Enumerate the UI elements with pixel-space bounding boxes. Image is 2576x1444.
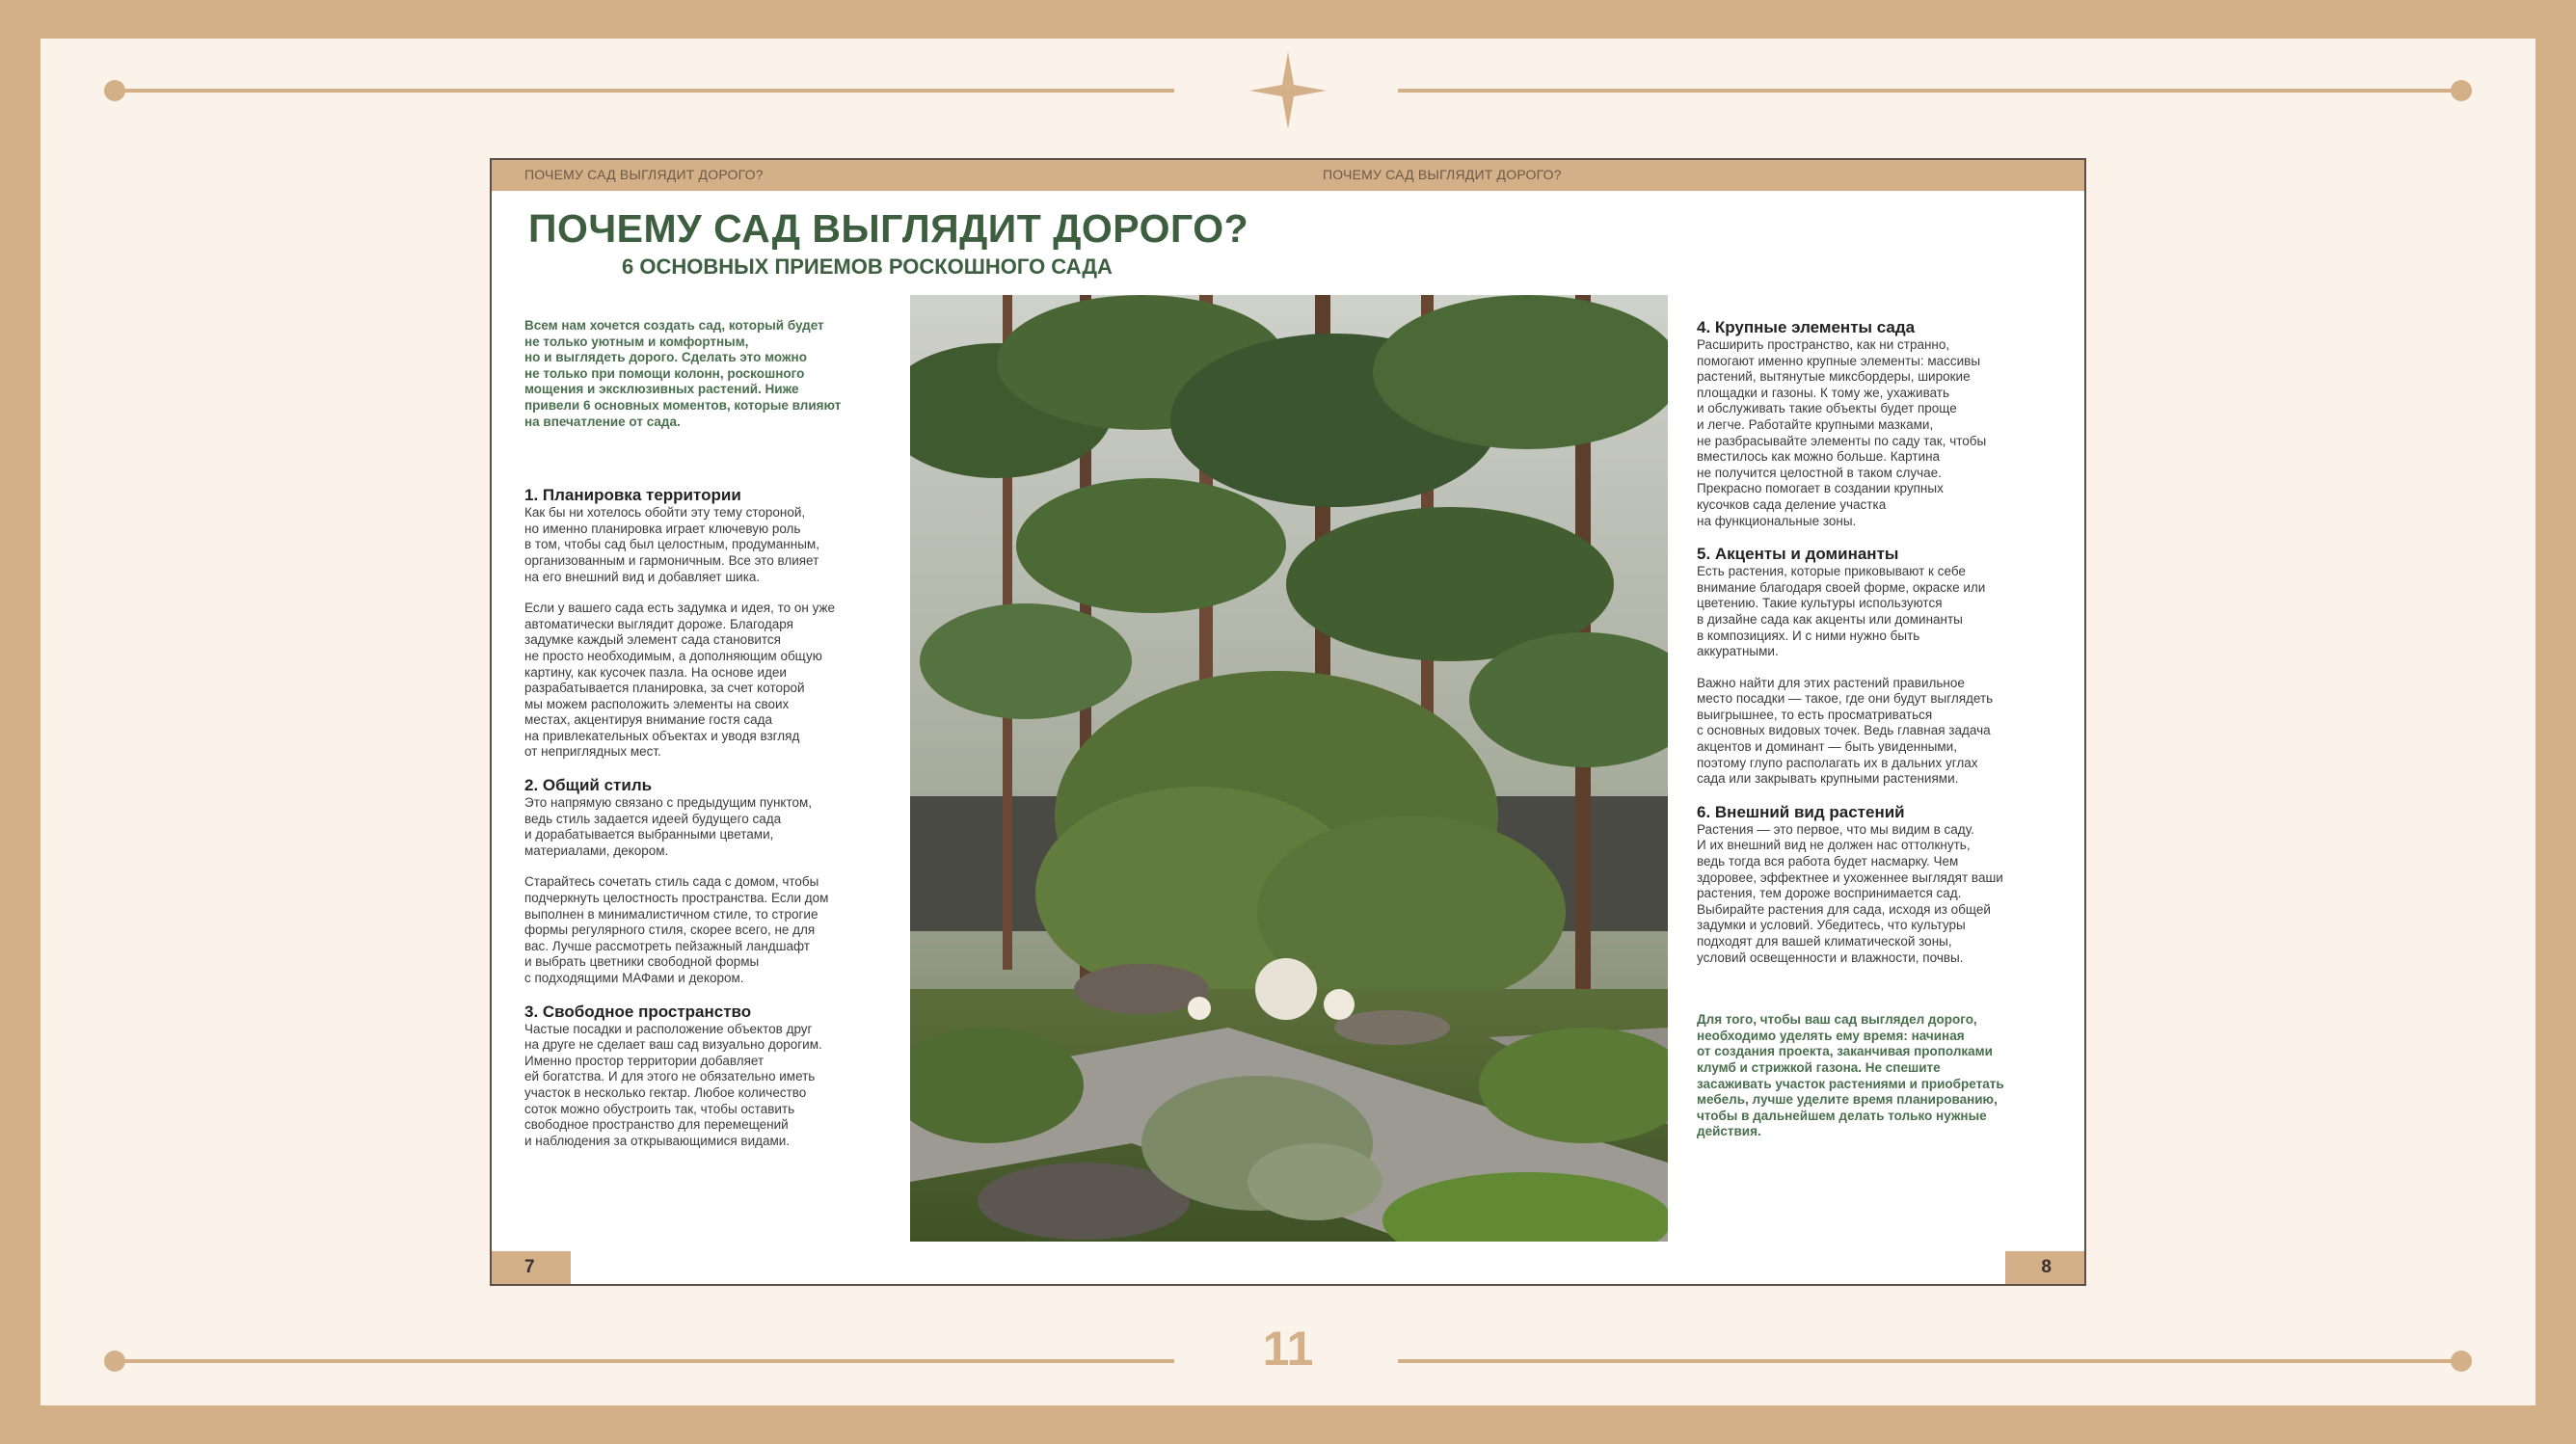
section-heading-1: 1. Планировка территории <box>524 486 741 505</box>
page-number-left: 7 <box>492 1251 571 1284</box>
top-left-dot <box>104 80 125 101</box>
magazine-spread <box>490 158 2086 1286</box>
section-3-paragraph-1: Частые посадки и расположение объектов друг на друге не сделает ваш сад визуально дорогим. Именно простор территории добавляет ей богатства. И для этого не обязательно иметь участок в несколько гектар. Любое количество соток можно обустроить так, чтобы оставить свободное пространство для перемещений и наблюдения за открывающимися видами. <box>524 1021 822 1148</box>
bottom-left-dot <box>104 1350 125 1372</box>
section-heading-2: 2. Общий стиль <box>524 776 653 795</box>
section-4-paragraph-1: Расширить пространство, как ни странно, помогают именно крупные элементы: массивы растений, вытянутые миксбордеры, широкие площадки и газоны. К тому же, ухаживать и обслуживать такие объекты будет проще и легче. Работайте крупными мазками, не разбрасывайте элементы по саду так, чтобы вместилось как можно больше. Картина не получится целостной в таком случае. Прекрасно помогает в создании крупных кусочков сада деление участка на функциональные зоны. <box>1697 337 1987 528</box>
page-title: ПОЧЕМУ САД ВЫГЛЯДИТ ДОРОГО? <box>528 206 1249 251</box>
section-2-paragraph-2: Старайтесь сочетать стиль сада с домом, чтобы подчеркнуть целостность пространства. Если дом выполнен в минималистичном стиле, то строгие формы регулярного стиля, скорее всего, не для вас. Лучше рассмотреть пейзажный ландшафт и выбрать цветники свободной формы с подходящими МАФами и декором. <box>524 874 829 985</box>
section-heading-3: 3. Свободное пространство <box>524 1002 752 1021</box>
running-header-left: ПОЧЕМУ САД ВЫГЛЯДИТ ДОРОГО? <box>524 167 764 182</box>
section-heading-6: 6. Внешний вид растений <box>1697 802 1905 821</box>
top-ornament-line-right <box>1398 89 2462 93</box>
intro-paragraph: Всем нам хочется создать сад, который будет не только уютным и комфортным, но и выглядеть дорого. Сделать это можно не только при помощи колонн, роскошного мощения и эксклюзивных растений. Ниже привели 6 основных моментов, которые влияют на впечатление от сада. <box>524 318 842 429</box>
section-heading-4: 4. Крупные элементы сада <box>1697 318 1916 336</box>
running-header-bar <box>492 160 2084 191</box>
running-header-right: ПОЧЕМУ САД ВЫГЛЯДИТ ДОРОГО? <box>1323 167 1562 182</box>
garden-photo <box>910 295 1668 1242</box>
page-number-right: 8 <box>2005 1251 2084 1284</box>
section-1-paragraph-1: Как бы ни хотелось обойти эту тему стороной, но именно планировка играет ключевую роль в том, чтобы сад был целостным, продуманным, организованным и гармоничным. Все это влияет на его внешний вид и добавляет шика. <box>524 505 819 584</box>
page-subtitle: 6 ОСНОВНЫХ ПРИЕМОВ РОСКОШНОГО САДА <box>622 254 1113 279</box>
slide-number: 11 <box>1262 1322 1314 1376</box>
right-text-column <box>1697 318 2063 1156</box>
top-right-dot <box>2451 80 2472 101</box>
outro-paragraph: Для того, чтобы ваш сад выглядел дорого, необходимо уделять ему время: начиная от создания проекта, заканчивая прополками клумб и стрижкой газона. Не спешите засаживать участок растениями и приобретать мебель, лучше уделите время планированию, чтобы в дальнейшем делать только нужные действия. <box>1697 1012 2004 1139</box>
section-2-paragraph-1: Это напрямую связано с предыдущим пунктом, ведь стиль задается идеей будущего сада и дорабатывается выбранными цветами, материалами, декором. <box>524 795 813 858</box>
left-text-column <box>524 318 891 1164</box>
bottom-ornament-line-left <box>114 1359 1174 1363</box>
top-ornament-line-left <box>114 89 1174 93</box>
section-1-paragraph-2: Если у вашего сада есть задумка и идея, то он уже автоматически выглядит дороже. Благодаря задумке каждый элемент сада становится не просто необходимым, а дополняющим общую картину, как кусочек пазла. На основе идеи разрабатывается планировка, за счет которой мы можем расположить элементы на своих местах, акцентируя внимание гостя сада на привлекательных объектах и уводя взгляд от неприглядных мест. <box>524 601 836 760</box>
section-5-paragraph-1: Есть растения, которые приковывают к себе внимание благодаря своей форме, окраске или цветению. Такие культуры используются в дизайне сада как акценты или доминанты в композициях. И с ними нужно быть аккуратными. <box>1697 564 1986 659</box>
bottom-ornament-line-right <box>1398 1359 2462 1363</box>
garden-illustration <box>910 295 1668 1242</box>
section-6-paragraph-1: Растения — это первое, что мы видим в саду. И их внешний вид не должен нас оттолкнуть, ведь тогда вся работа будет насмарку. Чем здоровее, эффектнее и ухоженнее выглядят ваши растения, тем дороже воспринимается сад. Выбирайте растения для сада, исходя из общей задумки и условий. Убедитесь, что культуры подходят для вашей климатической зоны, условий освещенности и влажности, почвы. <box>1697 821 2003 965</box>
bottom-right-dot <box>2451 1350 2472 1372</box>
section-5-paragraph-2: Важно найти для этих растений правильное место посадки — такое, где они будут выглядеть выигрышнее, то есть просматриваться с основных видовых точек. Ведь главная задача акцентов и доминант — быть увиденными, поэтому глупо располагать их в дальних углах сада или закрывать крупными растениями. <box>1697 675 1994 787</box>
star-ornament-icon <box>1249 52 1327 129</box>
slide-frame <box>40 39 2536 1405</box>
section-heading-5: 5. Акценты и доминанты <box>1697 545 1899 564</box>
